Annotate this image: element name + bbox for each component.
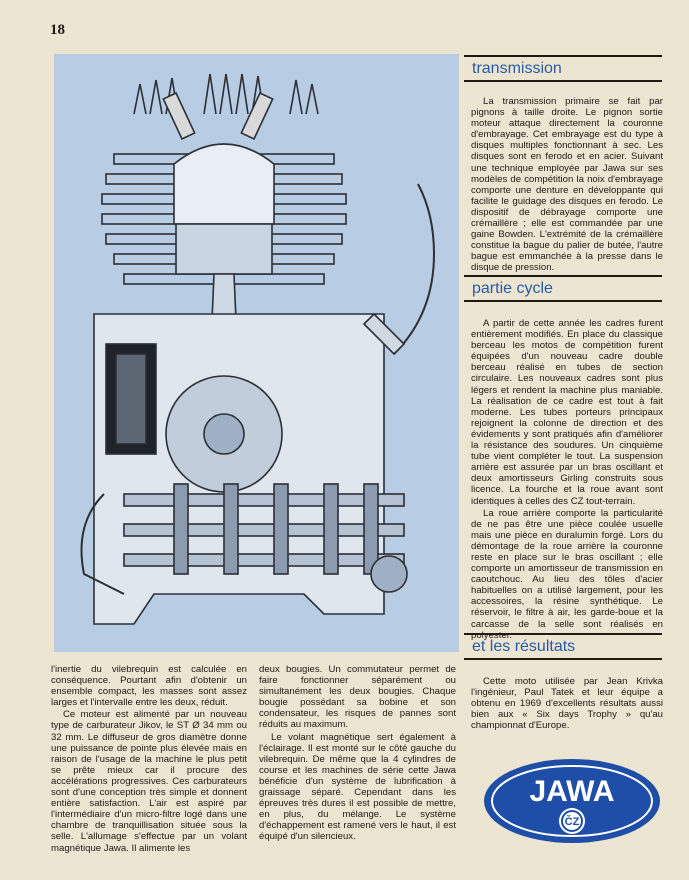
heading-partie-cycle: partie cycle — [472, 280, 553, 297]
transmission-text — [471, 96, 663, 275]
page-number: 18 — [50, 22, 65, 38]
heading-transmission: transmission — [472, 60, 562, 77]
clutch-assembly — [106, 344, 156, 454]
partie-cycle-text — [471, 318, 663, 642]
paragraph: deux bougies. Un commutateur permet de faire fonctionner séparément ou simultanément les deux bougies. Chaque bougie possédant sa bobine et son condensateur, les risques de pannes sont réduits au maximum. — [259, 664, 456, 731]
engine-drawing — [54, 54, 459, 652]
spark-plugs — [163, 93, 272, 139]
engine-cutaway-illustration — [54, 54, 459, 652]
bottom-middle-text — [259, 664, 456, 844]
logo-brand: JAWA — [529, 775, 615, 808]
resultats-text — [471, 676, 663, 732]
heading-transmission-box — [464, 55, 662, 82]
paragraph: La transmission primaire se fait par pignons à taille droite. Le pignon sortie moteur attaque directement la couronne d'embrayage. Cet embrayage est du type à disques multiples fonctionnant à sec. Les disques sont en ferodo et en acier. Suivant une technique employée par Jawa sur ses modèles de compétition la noix d'embrayage comporte une denture en développante qui facilite le guidage des disques en ferodo. Le dispositif de débrayage comporte une crémaillère ; elle est commandée par une gaine Bowden. L'extrémité de la crémaillère constitue la bague du palier de butée, l'autre bague est emmanchée à la presse dans le disque de pression. — [471, 96, 663, 274]
heading-resultats: et les résultats — [472, 638, 576, 655]
paragraph: Ce moteur est alimenté par un nouveau type de carburateur Jikov, le ST Ø 34 mm ou 32 mm. Le diffuseur de gros diamètre donne une puissance de pointe plus élevée mais en raison de l'usage de la machine le plus petit se prête mieux car il procure des accélérations progressives. Ces carburateurs sont d'une conception très simple et donnent entière satisfaction. L'air est aspiré par l'intermédiaire d'un micro-filtre logé dans une chambre de tranquillisation située sous la selle. L'allumage s'effectue par un volant magnétique Jawa. Il alimente les — [51, 709, 247, 854]
logo-badge: ČZ — [564, 816, 580, 828]
paragraph: A partir de cette année les cadres furent entièrement modifiés. En place du classique berceau les motos de compétition furent équipées d'un nouveau cadre double berceau réalisé en tubes de section circulaire. Les nouveaux cadres sont plus légers et rendent la machine plus maniable. La réalisation de ce cadre est tout à fait moderne. Les tubes porteurs principaux rejoignent la colonne de direction et des évidements y sont pratiqués afin d'améliorer la résistance des soudures. Un cinquième tube vient compléter le tout. La suspension arrière est assurée par un bras oscillant et deux amortisseurs Girling construits sous licence. La fourche et la roue avant sont identiques à celles des CZ tout-terrain. — [471, 318, 663, 507]
heading-resultats-box — [464, 633, 662, 660]
jawa-logo — [482, 757, 662, 845]
paragraph: Cette moto utilisée par Jean Krivka l'ingénieur, Paul Tatek et leur équipe a obtenu en 1969 d'excellents résultats aussi bien aux « Six days Trophy » qu'au championnat d'Europe. — [471, 676, 663, 732]
paragraph: La roue arrière comporte la particularité de ne pas être une pièce coulée usuelle mais une pièce en duralumin forgé. Lors du démontage de la roue arrière la couronne reste en place sur le bras oscillant ; elle comporte un amortisseur de transmission en caoutchouc. Au lieu des tôles d'acier habituelles on a utilisé largement, pour les accessoires, la résine synthétique. Le réservoir, le filtre à air, les garde-boue et la carcasse de la selle sont réalisés en polyester. — [471, 507, 663, 641]
paragraph: l'inertie du vilebrequin est calculée en conséquence. Pourtant afin d'obtenir un ensemble compact, les masses sont assez larges et l'intervalle entre les deux, réduit. — [51, 664, 247, 709]
bottom-left-text — [51, 664, 247, 855]
paragraph: Le volant magnétique sert également à l'éclairage. Il est monté sur le côté gauche du vilebrequin. De même que la 4 cylindres de course et les machines de série cette Jawa bénéficie d'un système de lubrification à graissage séparé. Cependant dans les épreuves très dures il est possible de mettre, en plus, du mélange. Le système d'échappement est ramené vers le haut, il est équipé d'un silencieux. — [259, 731, 456, 843]
heading-partie-cycle-box — [464, 275, 662, 302]
